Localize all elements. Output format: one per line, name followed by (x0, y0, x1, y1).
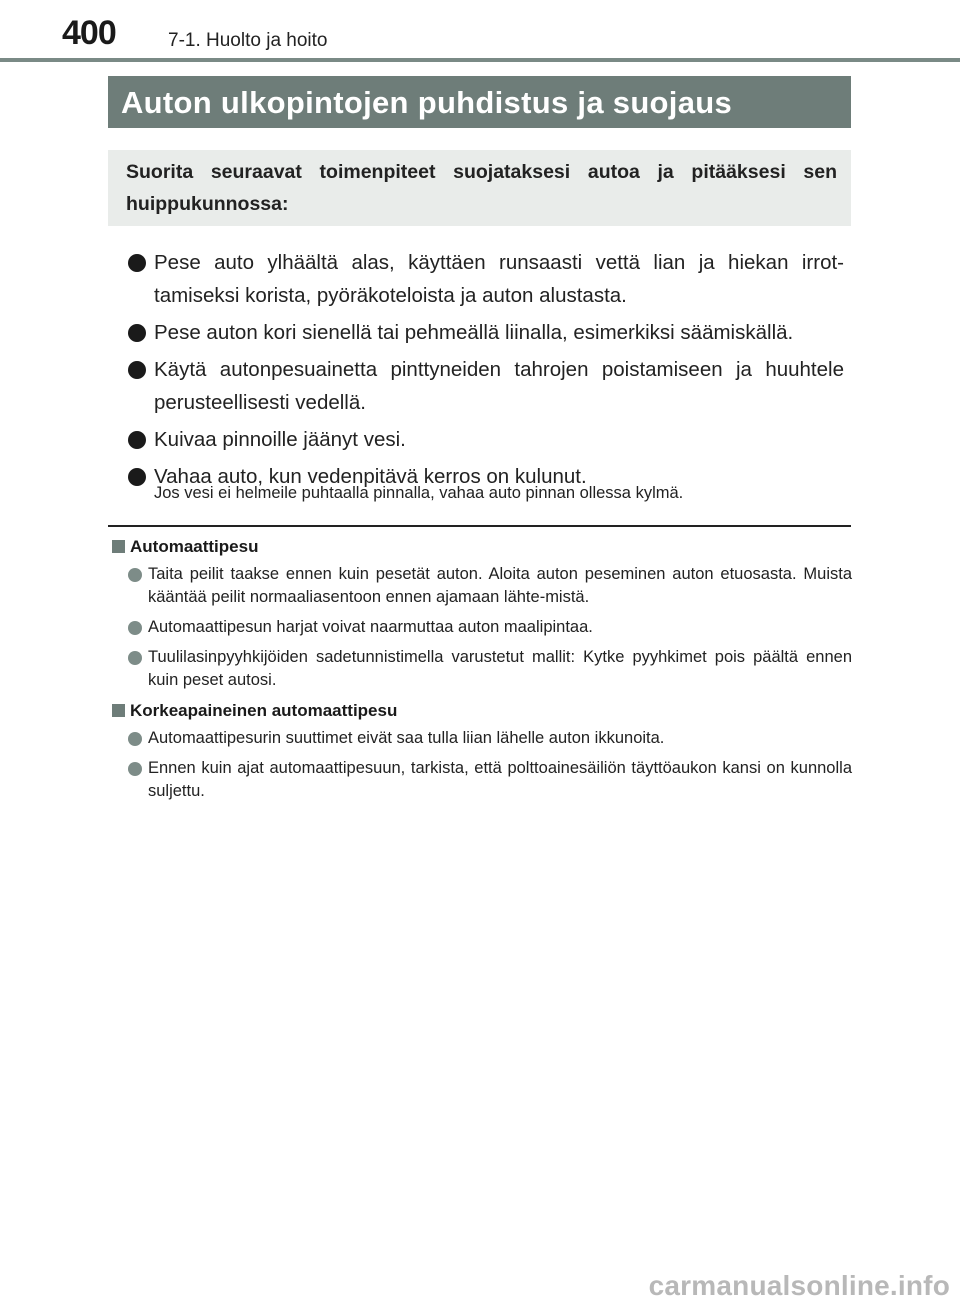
subsections (110, 535, 852, 810)
subsection-heading (110, 699, 852, 723)
page-number: 400 (62, 14, 116, 52)
main-item-text: Pese auto ylhäältä alas, käyttäen runsaasti vettä lian ja hiekan irrot-tamiseksi korista, pyöräkoteloista ja auton alustasta. (154, 251, 844, 307)
main-item-text: Pese auton kori sienellä tai pehmeällä liinalla, esimerkiksi säämiskällä. (154, 321, 794, 344)
main-item-text: Kuivaa pinnoille jäänyt vesi. (154, 428, 406, 451)
bullet-icon (128, 468, 146, 486)
section-label: 7-1. Huolto ja hoito (168, 30, 328, 51)
bullet-icon (128, 762, 142, 776)
bullet-icon (128, 431, 146, 449)
main-item-text: Käytä autonpesuainetta pinttyneiden tahrojen poistamiseen ja huuhtele perusteellisesti vedellä. (154, 358, 844, 414)
subsection-item-text: Taita peilit taakse ennen kuin pesetät auton. Aloita auton peseminen auton etuosasta. Muista kääntää peilit normaaliasentoon ennen ajamaan lähte-mistä. (148, 565, 852, 606)
subsection-heading (110, 535, 852, 559)
bullet-icon (128, 361, 146, 379)
subsection-item (110, 616, 852, 639)
bullet-icon (128, 732, 142, 746)
main-list-item (128, 423, 844, 456)
subsection-item-text: Ennen kuin ajat automaattipesuun, tarkista, että polttoainesäiliön täyttöaukon kansi on kunnolla suljettu. (148, 759, 852, 800)
bullet-icon (128, 254, 146, 272)
subsection-item-text: Tuulilasinpyyhkijöiden sadetunnistimella varustetut mallit: Kytke pyyhkimet pois päältä ennen kuin peset autosi. (148, 648, 852, 689)
subsection-heading-text: Korkeapaineinen automaattipesu (130, 701, 398, 720)
subsection-item (110, 563, 852, 609)
bullet-icon (128, 621, 142, 635)
subsection-heading-text: Automaattipesu (130, 537, 259, 556)
subsection-item (110, 646, 852, 692)
subsection-item-text: Automaattipesun harjat voivat naarmuttaa auton maalipintaa. (148, 618, 593, 636)
section-divider (108, 525, 851, 527)
main-list-item (128, 353, 844, 419)
square-bullet-icon (112, 704, 125, 717)
intro-box: Suorita seuraavat toimenpiteet suojataksesi autoa ja pitääksesi sen huippukunnossa: (108, 150, 851, 226)
square-bullet-icon (112, 540, 125, 553)
header-rule (0, 58, 960, 62)
subsection-item (110, 727, 852, 750)
subsection-item-text: Automaattipesurin suuttimet eivät saa tulla liian lähelle auton ikkunoita. (148, 729, 665, 747)
subsection-item (110, 757, 852, 803)
bullet-icon (128, 651, 142, 665)
main-item-text: Vahaa auto, kun vedenpitävä kerros on kulunut. (154, 465, 587, 488)
title-bar: Auton ulkopintojen puhdistus ja suojaus (108, 76, 851, 128)
note-text: Jos vesi ei helmeile puhtaalla pinnalla, vahaa auto pinnan ollessa kylmä. (154, 484, 684, 502)
main-list (128, 246, 844, 497)
main-list-item (128, 316, 844, 349)
bullet-icon (128, 324, 146, 342)
main-list-item (128, 246, 844, 312)
bullet-icon (128, 568, 142, 582)
watermark: carmanualsonline.info (648, 1270, 950, 1301)
